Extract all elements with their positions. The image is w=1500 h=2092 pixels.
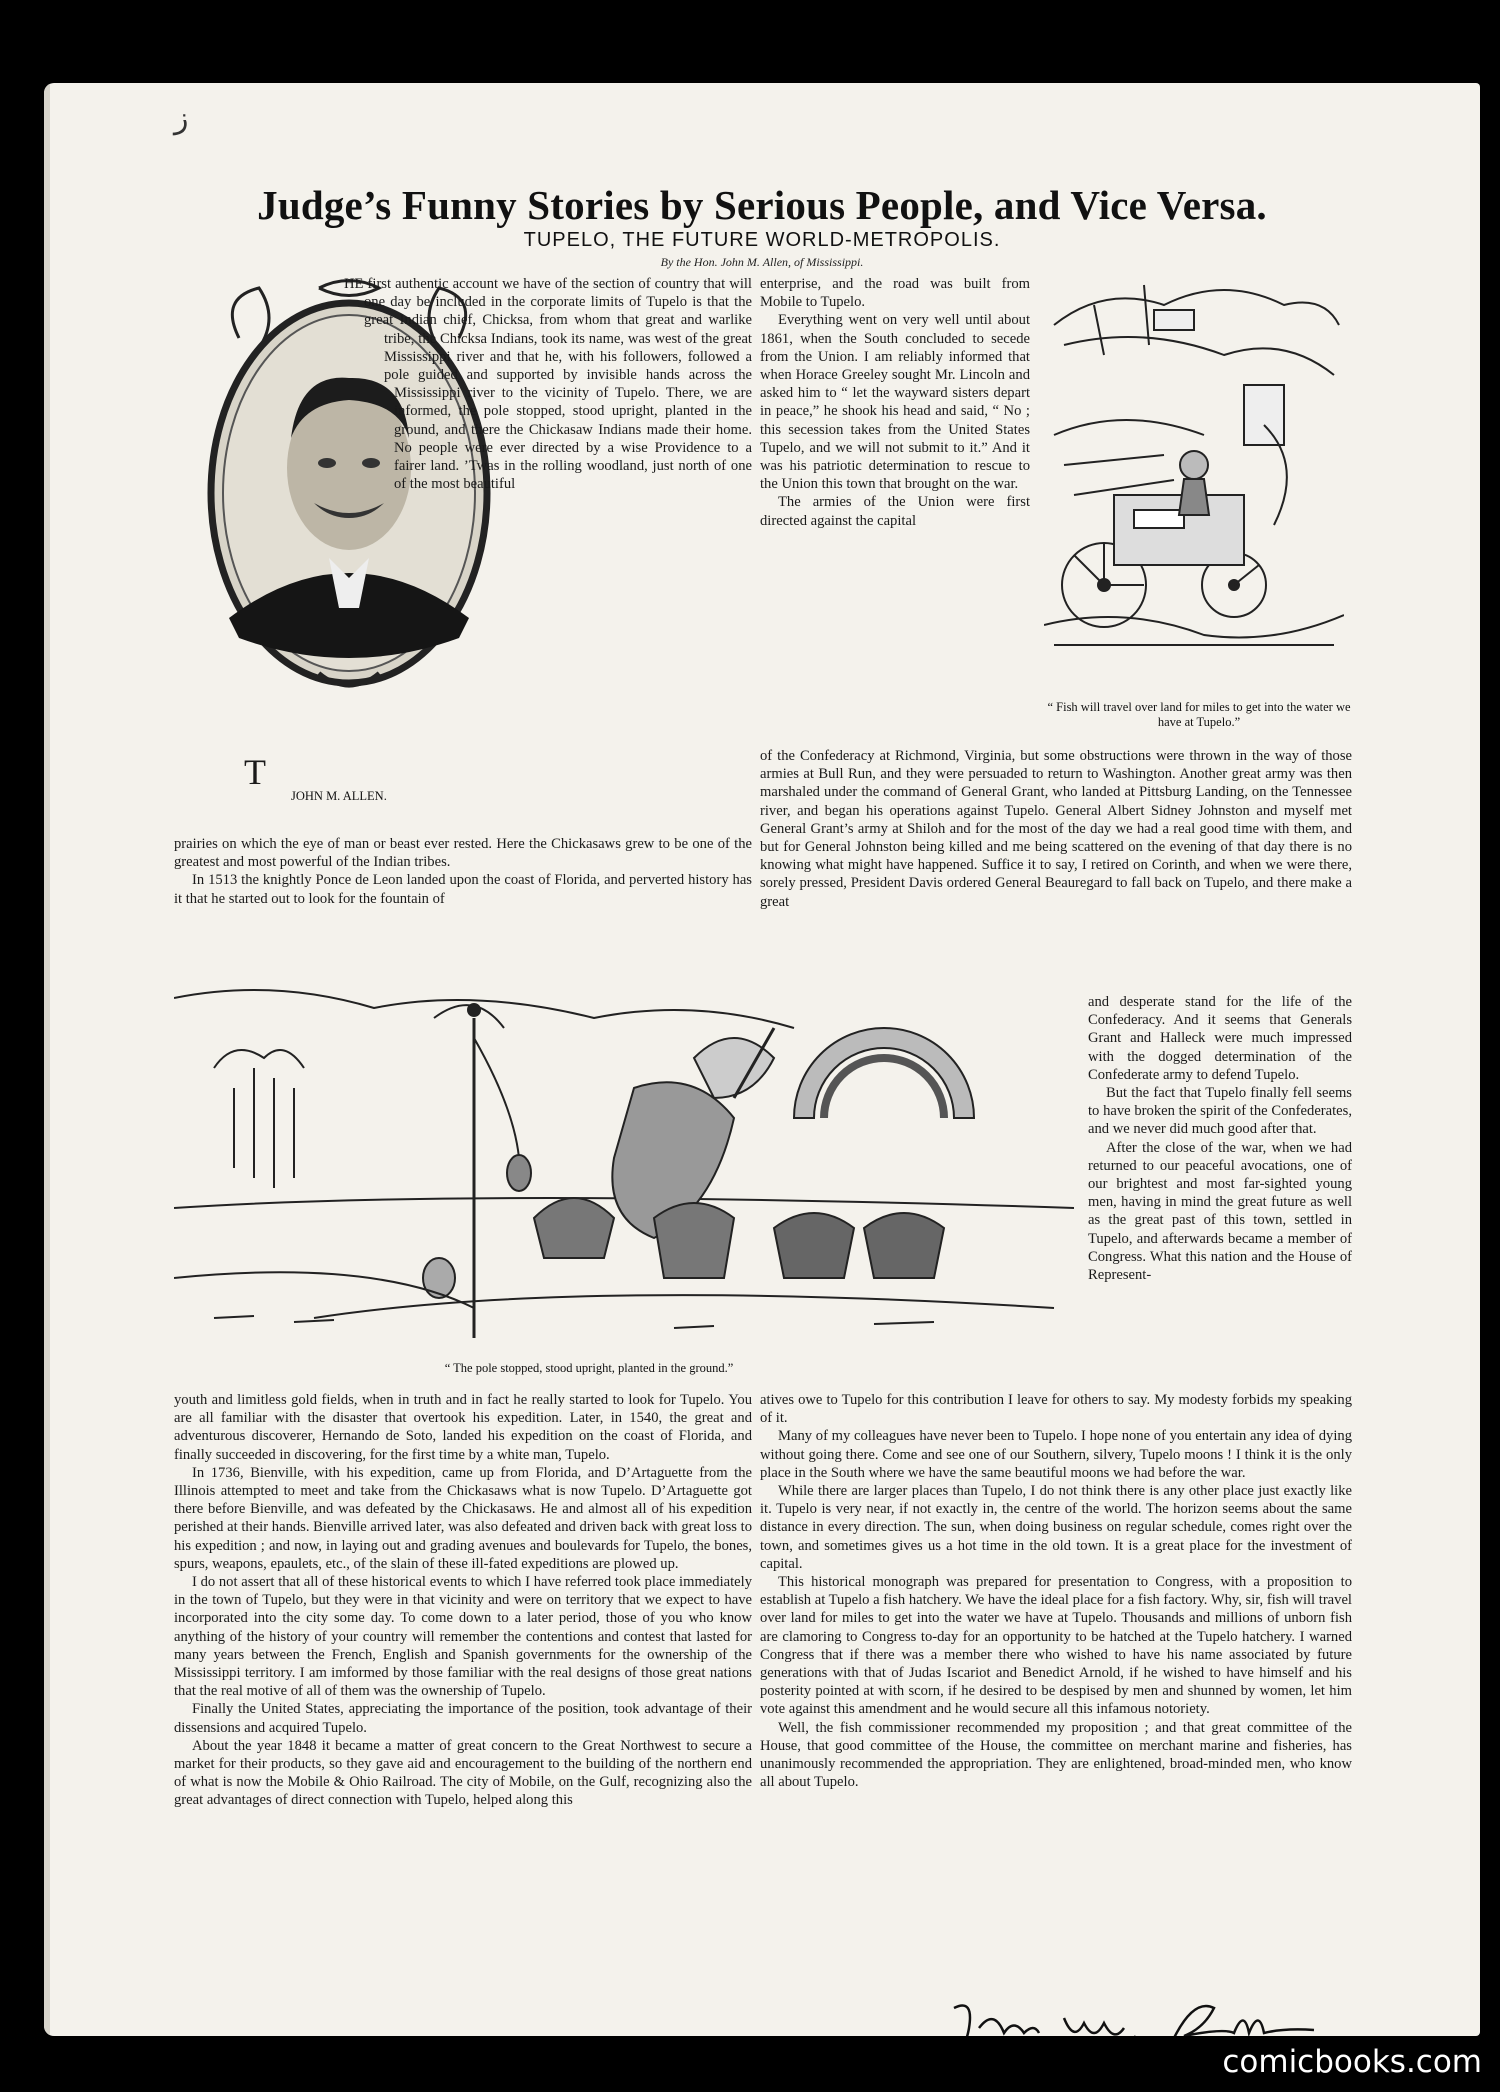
right-column: and desperate stand for the life of the Confederacy. And it seems that Generals Grant and Halleck were much impressed with the dogged determination of the Confederate army to defend Tupelo. But the fact that Tupelo finally fell seems to have broken the spirit of the Confederates, and we never did much good after that. After the close of the war, when we had returned to our peaceful avocations, one of our brightest and most far-sighted young men, having in mind the great future as well as the great past of this town, settled in Tupelo, and afterwards became a member of Congress. What this nation and the House of Represent- bbox=[1088, 994, 1352, 1284]
signature-image bbox=[934, 1988, 1334, 2036]
column1-wrap-text: T HE first authentic account we have of the section of country that will one day be included in the corporate limits of Tupelo is that the great Indian chief, Chicksa, from whom that great and warlike tribe, the Chicksa Indians, took its name, was west of the great Mississippi river and that he, with his followers, followed a pole guided and supported by invisible hands across the Mississippi river to the vicinity of Tupelo. There, we are informed, the pole stopped, stood upright, planted in the ground, and there the Chickasaw Indians made their home. No people were ever directed by a wise Providence to a fairer land. ’Twas in the rolling woodland, just north of one of the most beautiful bbox=[244, 276, 752, 792]
column2-upper: enterprise, and the road was built from Mobile to Tupelo. Everything went on very well until about 1861, when the South concluded to secede from the Union. I am reliably informed that when Horace Greeley sought Mr. Lincoln and asked him to “ let the wayward sisters depart in peace,” he shook his head and said, “ No ; this secession takes from the United States Tupelo, and we will not submit to it.” And it was his patriotic determination to rescue to the Union this town that brought on the war. The armies of the Union were first directed against the capital bbox=[760, 276, 1030, 529]
page-ink-mark: ﺯ bbox=[174, 102, 189, 135]
pole-caption: “ The pole stopped, stood upright, planted in the ground.” bbox=[444, 1361, 734, 1375]
magazine-page bbox=[44, 83, 1480, 2036]
bottom-left-column: youth and limitless gold fields, when in truth and in fact he really started to look for Tupelo. You are all familiar with the disaster that overtook his expedition. Later, in 1540, the great and adventurous discoverer, Hernando de Soto, landed his expedition on the coast of Florida, and finally succeeded in discovering, for the first time by a white man, Tupelo. In 1736, Bienville, with his expedition, came up from Florida, and D’Artaguette from the Illinois attempted to meet and take from the Chickasaws what is now Tupelo. D’Artaguette got there before Bienville, and was defeated by the Chickasaws. He and almost all of his expedition perished at their hands. Bienville arrived later, was also defeated and driven back with great loss to his expedition ; and now, in laying out and grading avenues and boulevards for Tupelo, the bones, spurs, weapons, epaulets, etc., of the slain of these ill-fated expeditions are plowed up. I do not assert that all of these historical events to which I have referred took place immediately in the town of Tupelo, but they were in that vicinity and were on territory that we expect to have incorporated into the city some day. To come down to a later period, those of you who know anything of the history of your country will remember the contentions and contest that lasted for many years between the French, English and Spanish governments for the ownership of the Mississippi territory. I am imformed by those familiar with the real designs of those great nations that the real motive of all of them was the ownership of Tupelo. Finally the United States, appreciating the importance of the position, took advantage of their dissensions and acquired Tupelo. About the year 1848 it became a matter of great concern to the Great Northwest to secure a market for their products, so they gave aid and encouragement to the building of the northern end of what is now the Mobile & Ohio Railroad. The city of Mobile, on the Gulf, recognizing also the great advantages of direct connection with Tupelo, helped along this bbox=[174, 1392, 752, 1809]
wide-paragraph: of the Confederacy at Richmond, Virginia, but some obstructions were thrown in the way of those armies at Bull Run, and they were persuaded to return to Washington. Another great army was then marshaled under the command of General Grant, who landed at Pittsburg Landing, on the Tennessee river, and began his operations against Tupelo. General Albert Sidney Johnston and myself met General Grant’s army at Shiloh and for the most of the day we had a real good time with them, and but for General Johnston being killed and me being scattered on the evening of that day there is no knowing what might have happened. Suffice it to say, I retired on Corinth, and when we were there, sorely pressed, President Davis ordered General Beauregard to fall back on Tupelo, and there make a great bbox=[760, 748, 1352, 910]
wagon-illustration bbox=[1044, 265, 1344, 655]
pole-illustration bbox=[174, 978, 1074, 1348]
fish-caption: “ Fish will travel over land for miles to get into the water we have at Tupelo.” bbox=[1047, 700, 1351, 729]
watermark-text: comicbooks.com bbox=[1222, 2044, 1482, 2080]
column1-continuation: prairies on which the eye of man or beast ever rested. Here the Chickasaws grew to be one of the greatest and most powerful of the Indian tribes. In 1513 the knightly Ponce de Leon landed upon the coast of Florida, and perverted history has it that he started out to look for the fountain of bbox=[174, 836, 752, 907]
article-subtitle: TUPELO, THE FUTURE WORLD-METROPOLIS. bbox=[523, 229, 1001, 251]
page-spine bbox=[44, 83, 50, 2036]
page-title: Judge’s Funny Stories by Serious People, and Vice Versa. bbox=[257, 182, 1267, 228]
portrait-caption: JOHN M. ALLEN. bbox=[291, 789, 387, 803]
bottom-right-column: atives owe to Tupelo for this contribution I leave for others to say. My modesty forbids my speaking of it. Many of my colleagues have never been to Tupelo. I hope none of you entertain any idea of dying without going there. Come and see one of our Southern, silvery, Tupelo moons ! I think it is the only place in the South where we have the same beautiful moons we had before the war. While there are larger places than Tupelo, I do not think there is any other place just exactly like it. Tupelo is very near, if not exactly in, the centre of the world. The horizon seems about the same distance in every direction. The sun, when doing business on regular schedule, comes right over the town, and sometimes gives us a hot time in the old town. It is a great place for the investment of capital. This historical monograph was prepared for presentation to Congress, with a proposition to establish at Tupelo a fish hatchery. We have the ideal place for a fish factory. Why, sir, fish will travel over land for miles to get into the water we have at Tupelo. Thousands and millions of unborn fish are clamoring to Congress to-day for an opportunity to be hatched at the Tupelo hatchery. I warned Congress that if there was a member there who wished to have his name associated by future generations with that of Judas Iscariot and Benedict Arnold, if he wished to have himself and his posterity pointed at with scorn, if he desired to be despised by men and shunned by women, let him vote against this amendment and he would secure all this infamous notoriety. Well, the fish commissioner recommended my proposition ; and that great committee of the House, that good committee of the House, the committee on merchant marine and fisheries, has unanimously recommended the appropriation. They are enlightened, broad-minded men, who know all about Tupelo. bbox=[760, 1392, 1352, 1791]
article-byline: By the Hon. John M. Allen, of Mississippi. bbox=[660, 255, 864, 269]
column1-wrap-block bbox=[184, 275, 752, 835]
